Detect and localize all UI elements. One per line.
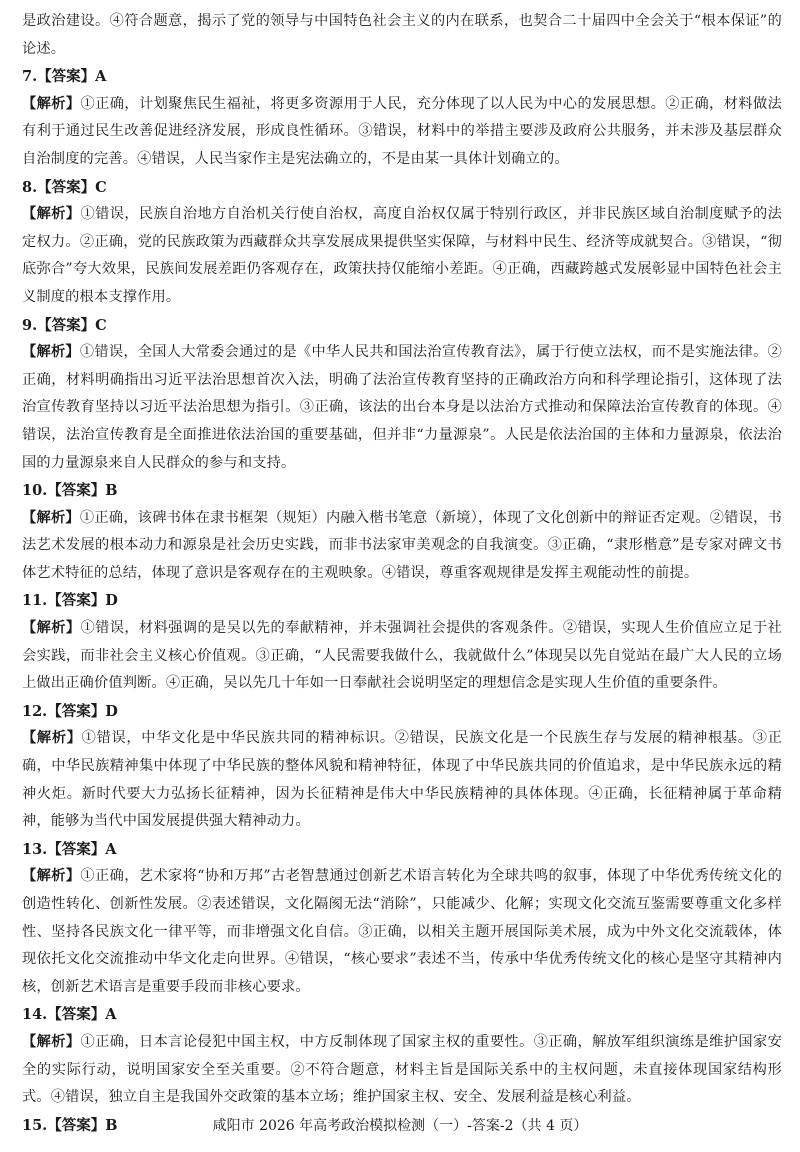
analysis-label: 【解析】 [22, 868, 81, 885]
answer-value: A [105, 1006, 117, 1024]
page-footer: 咸阳市 2026 年高考政治模拟检测（一）-答案-2（共 4 页） [212, 1118, 588, 1134]
analysis-label: 【解析】 [22, 1033, 81, 1050]
analysis-paragraph [22, 201, 782, 311]
answer-value: C [95, 178, 107, 196]
analysis-paragraph [22, 615, 782, 698]
answer-label: 【答案】 [37, 68, 96, 86]
question-number: 11. [22, 592, 48, 610]
answer-label: 【答案】 [47, 592, 106, 610]
analysis-label: 【解析】 [22, 206, 81, 223]
answer-label: 【答案】 [37, 178, 96, 196]
analysis-paragraph [22, 863, 782, 1001]
analysis-text: ①错误，材料强调的是吴以先的奉献精神，并未强调社会提供的客观条件。②错误，实现人生价值应立足于社会实践，而非社会主义核心价值观。③正确，“人民需要我做什么，我就做什么”体现吴以先自觉站在最广大人民的立场上做出正确价值判断。④正确，吴以先几十年如一日奉献社会说明坚定的理想信念是实现人生价值的重要条件。 [22, 620, 782, 692]
answer-label: 【答案】 [47, 1116, 106, 1134]
q8 [22, 174, 782, 312]
answer-line [22, 174, 782, 202]
analysis-text: ①正确，日本言论侵犯中国主权，中方反制体现了国家主权的重要性。③正确，解放军组织演练是维护国家安全的实际行动，说明国家安全至关重要。②不符合题意，材料主旨是国际关系中的主权问题，未直接体现国家结构形式。④错误，独立自主是我国外交政策的基本立场；维护国家主权、安全、发展利益是核心利益。 [22, 1033, 782, 1106]
answer-value: C [95, 316, 107, 334]
analysis-text: ①错误，全国人大常委会通过的是《中华人民共和国法治宣传教育法》，属于行使立法权，而不是实施法律。②正确，材料明确指出习近平法治思想首次入法，明确了法治宣传教育坚持的正确政治方向和科学理论指引，这体现了法治宣传教育坚持以习近平法治思想为指引。③正确，该法的出台本身是以法治方式推动和保障法治宣传教育的体现。④错误，法治宣传教育是全面推进依法治国的重要基础，但并非“力量源泉”。人民是依法治国的主体和力量源泉，依法治国的力量源泉来自人民群众的参与和支持。 [22, 344, 782, 471]
analysis-label: 【解析】 [22, 509, 80, 526]
analysis-paragraph [22, 91, 782, 174]
question-number: 12. [22, 702, 48, 720]
question-number: 14. [22, 1006, 48, 1024]
answer-value: B [105, 482, 118, 500]
answer-value: A [95, 68, 107, 86]
q14 [22, 1001, 782, 1111]
answer-value: D [105, 592, 118, 610]
analysis-text: ①正确，该碑书体在隶书框架（规矩）内融入楷书笔意（新境），体现了文化创新中的辩证否定观。②错误，书法艺术发展的根本动力和源泉是社会历史实践，而非书法家审美观念的自我演变。③正确，“隶形楷意”是专家对碑文书体艺术特征的总结，体现了意识是客观存在的主观映象。④错误，尊重客观规律是发挥主观能动性的前提。 [22, 509, 782, 581]
answer-label: 【答案】 [37, 316, 96, 334]
analysis-text: ①正确，艺术家将“协和万邦”古老智慧通过创新艺术语言转化为全球共鸣的叙事，体现了中华优秀传统文化的创造性转化、创新性发展。②表述错误，文化隔阂无法“消除”，只能减少、化解；实现文化交流互鉴需要尊重文化多样性、坚持各民族文化一律平等，而非增强文化自信。③正确，以相关主题开展国际美术展，成为中外文化交流载体，体现依托文化交流推动中华文化走向世界。④错误，“核心要求”表述不当，传承中华优秀传统文化的核心是坚守其精神内核，创新艺术语言是重要手段而非核心要求。 [22, 868, 782, 995]
analysis-label: 【解析】 [22, 95, 81, 112]
answer-value: D [105, 702, 118, 720]
q10 [22, 477, 782, 587]
answer-label: 【答案】 [47, 702, 106, 720]
q13 [22, 836, 782, 1002]
answer-line [22, 63, 782, 91]
answer-line [22, 836, 782, 864]
question-number: 15. [22, 1116, 48, 1134]
answer-label: 【答案】 [47, 1006, 106, 1024]
q11 [22, 587, 782, 697]
answer-line [22, 698, 782, 726]
question-number: 9. [22, 316, 38, 334]
analysis-text: ①错误，中华文化是中华民族共同的精神标识。②错误，民族文化是一个民族生存与发展的精神根基。③正确，中华民族精神集中体现了中华民族的整体风貌和精神特征，体现了中华民族共同的价值追求，是中华民族永远的精神火炬。新时代要大力弘扬长征精神，因为长征精神是伟大中华民族精神的具体体现。④正确，长征精神属于革命精神，能够为当代中国发展提供强大精神动力。 [22, 730, 782, 830]
answer-value: B [105, 1116, 118, 1134]
question-number: 10. [22, 482, 48, 500]
answer-line [22, 312, 782, 340]
question-number: 7. [22, 68, 38, 86]
answer-label: 【答案】 [47, 482, 106, 500]
question-number: 8. [22, 178, 38, 196]
analysis-paragraph [22, 339, 782, 477]
answer-page [22, 8, 782, 1139]
answer-label: 【答案】 [47, 840, 106, 858]
analysis-paragraph [22, 505, 782, 588]
answer-line [22, 587, 782, 615]
answer-line [22, 1001, 782, 1029]
answer-value: A [105, 840, 117, 858]
analysis-text: ①正确，计划聚焦民生福祉，将更多资源用于人民，充分体现了以人民为中心的发展思想。②正确，材料做法有利于通过民生改善促进经济发展，形成良性循环。③错误，材料中的举措主要涉及政府公共服务，并未涉及基层群众自治制度的完善。④错误，人民当家作主是宪法确立的，不是由某一具体计划确立的。 [22, 95, 782, 167]
analysis-text: ①错误，民族自治地方自治机关行使自治权，高度自治权仅属于特别行政区，并非民族区域自治制度赋予的法定权力。②正确，党的民族政策为西藏群众共享发展成果提供坚实保障，与材料中民生、经济等成就契合。③错误，“彻底弥合”夸大效果，民族间发展差距仍客观存在，政策扶持仅能缩小差距。④正确，西藏跨越式发展彰显中国特色社会主义制度的根本支撑作用。 [22, 206, 782, 305]
intro-paragraph: 是政治建设。④符合题意，揭示了党的领导与中国特色社会主义的内在联系，也契合二十届四中全会关于“根本保证”的论述。 [22, 13, 782, 57]
q12 [22, 698, 782, 836]
q7 [22, 63, 782, 173]
analysis-label: 【解析】 [22, 620, 81, 637]
analysis-label: 【解析】 [22, 730, 82, 747]
q9 [22, 312, 782, 478]
answer-line [22, 477, 782, 505]
analysis-paragraph [22, 725, 782, 835]
analysis-paragraph [22, 1029, 782, 1112]
question-number: 13. [22, 840, 48, 858]
analysis-label: 【解析】 [22, 344, 80, 361]
